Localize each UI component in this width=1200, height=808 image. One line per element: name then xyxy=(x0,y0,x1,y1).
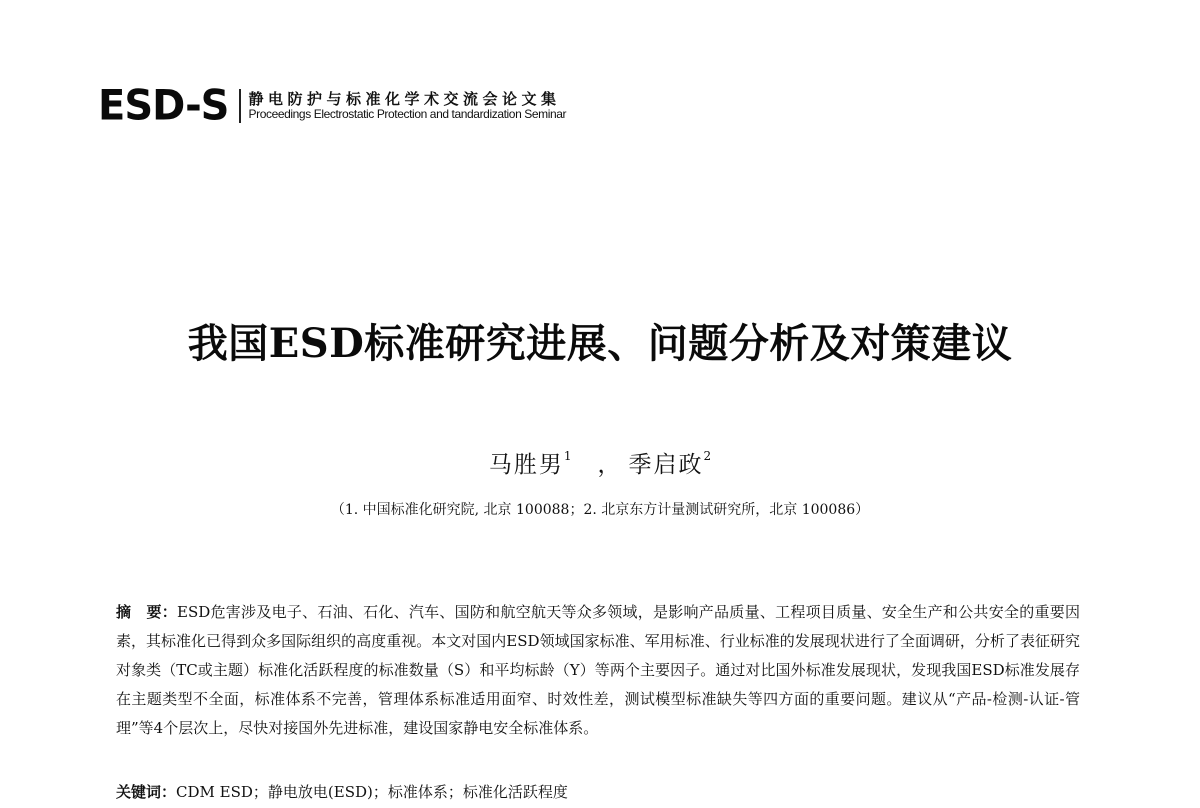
author-affiliations: （1. 中国标准化研究院, 北京 100088；2. 北京东方计量测试研究所，北京 100086） xyxy=(330,502,870,518)
abstract-paragraph xyxy=(116,598,1080,743)
esd-s-logo: ESD-S xyxy=(98,81,229,131)
author-affiliation-mark: 1 xyxy=(563,449,572,463)
abstract-block xyxy=(116,598,1080,743)
keywords-text: CDM ESD；静电放电(ESD)；标准体系；标准化活跃程度 xyxy=(176,783,568,801)
header-text xyxy=(249,91,567,121)
abstract-label: 摘 要： xyxy=(116,603,178,621)
header-divider xyxy=(239,89,241,123)
author-list xyxy=(0,446,1200,479)
author-separator: ， xyxy=(597,452,623,478)
abstract-text: ESD危害涉及电子、石油、石化、汽车、国防和航空航天等众多领域，是影响产品质量、工程项目质量、安全生产和公共安全的重要因素，其标准化已得到众多国际组织的高度重视。本文对国内ESD领域国家标准、军用标准、行业标准的发展现状进行了全面调研，分析了表征研究对象类（TC或主题）标准化活跃程度的标准数量（S）和平均标龄（Y）等两个主要因子。通过对比国外标准发展现状，发现我国ESD标准发展存在主题类型不全面，标准体系不完善，管理体系标准适用面窄、时效性差，测试模型标准缺失等四方面的重要问题。建议从“产品-检测-认证-管理”等4个层次上，尽快对接国外先进标准，建设国家静电安全标准体系。 xyxy=(116,603,1080,737)
keywords-label: 关键词： xyxy=(116,783,177,801)
author-name: 季启政 xyxy=(628,452,704,478)
paper-title: 我国ESD标准研究进展、问题分析及对策建议 xyxy=(187,320,1013,367)
proceedings-title-en: Proceedings Electrostatic Protection and tandardization Seminar xyxy=(248,106,567,121)
keywords-block xyxy=(116,780,1080,804)
proceedings-title-cn: 静电防护与标准化学术交流会论文集 xyxy=(248,90,561,109)
proceedings-header xyxy=(98,81,567,131)
author-affiliation-mark: 2 xyxy=(703,449,712,463)
author-name: 马胜男 xyxy=(488,452,564,478)
